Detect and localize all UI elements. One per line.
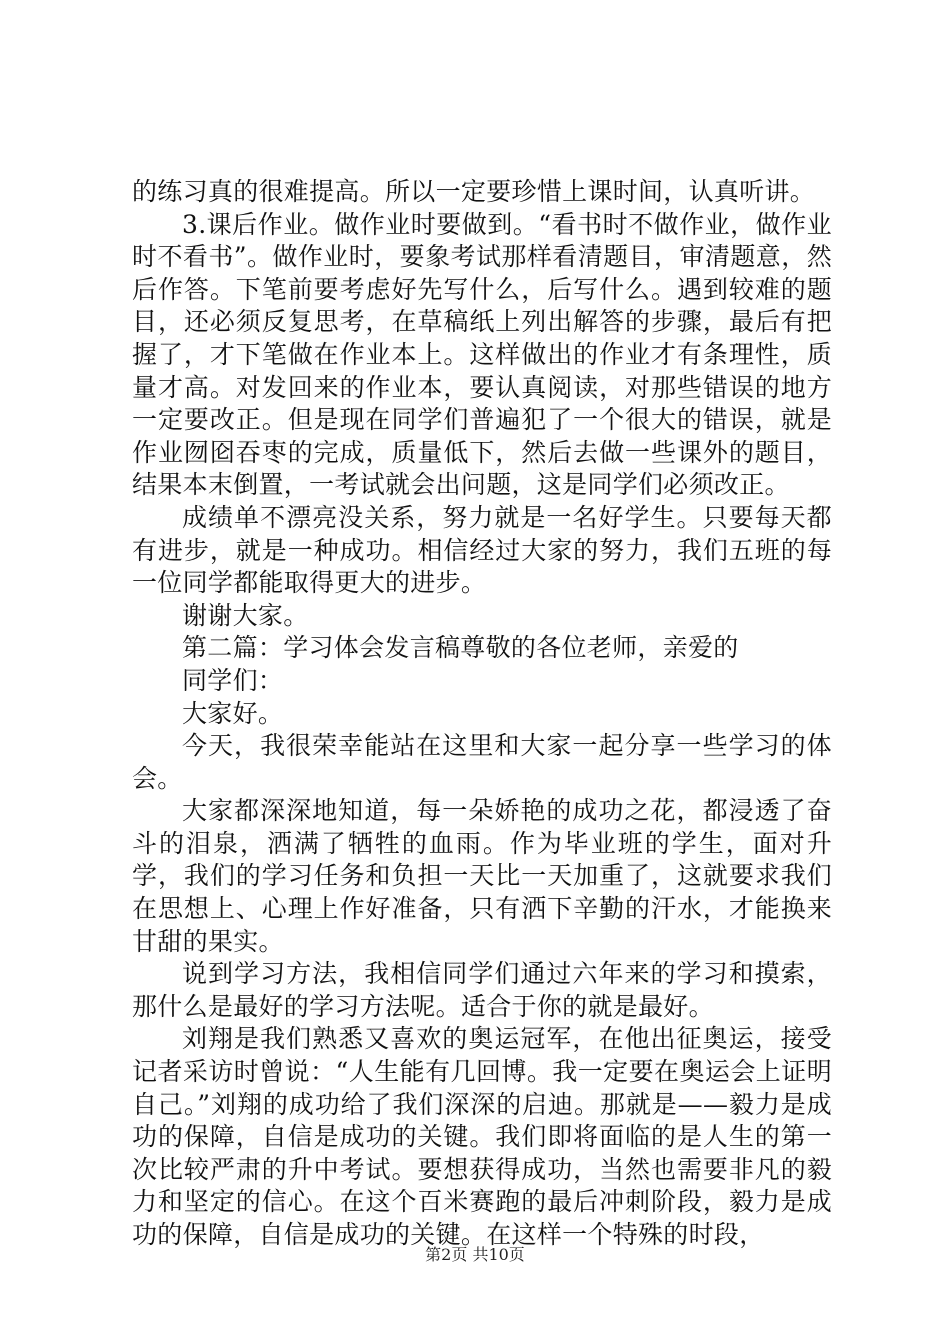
paragraph-4: 谢谢大家。 [182,600,309,630]
paragraph-8: 今天，我很荣幸能站在这里和大家一起分享一些学习的体会。 [132,731,832,793]
paragraph-9: 大家都深深地知道，每一朵娇艳的成功之花，都浸透了奋斗的泪泉，洒满了牺牲的血雨。作为毕业班的学生，面对升学，我们的学习任务和负担一天比一天加重了，这就要求我们在思想上、心理上作好准备，只有洒下辛勤的汗水，才能换来甘甜的果实。 [132,796,832,956]
paragraph-10: 说到学习方法，我相信同学们通过六年来的学习和摸索，那什么是最好的学习方法呢。适合于你的就是最好。 [132,959,832,1021]
paragraph-5: 第二篇：学习体会发言稿尊敬的各位老师，亲爱的 [182,633,739,663]
paragraph-11: 刘翔是我们熟悉又喜欢的奥运冠军，在他出征奥运，接受记者采访时曾说：“人生能有几回博。我一定要在奥运会上证明自己。”刘翔的成功给了我们深深的启迪。那就是——毅力是成功的保障，自信是成功的关键。我们即将面临的是人生的第一次比较严肃的升中考试。要想获得成功，当然也需要非凡的毅力和坚定的信心。在这个百米赛跑的最后冲刺阶段，毅力是成功的保障，自信是成功的关键。在这样一个特殊的时段， [132,1024,832,1249]
body-text [132,176,832,1252]
page-footer: 第2页 共10页 [425,1245,525,1264]
paragraph-2: 3.课后作业。做作业时要做到。“看书时不做作业，做作业时不看书”。做作业时，要象考试那样看清题目，审清题意，然后作答。下笔前要考虑好先写什么，后写什么。遇到较难的题目，还必须反复思考，在草稿纸上列出解答的步骤，最后有把握了，才下笔做在作业本上。这样做出的作业才有条理性，质量才高。对发回来的作业本，要认真阅读，对那些错误的地方一定要改正。但是现在同学们普遍犯了一个很大的错误，就是作业囫囵吞枣的完成，质量低下，然后去做一些课外的题目，结果本末倒置，一考试就会出问题，这是同学们必须改正。 [132,209,832,500]
paragraph-3: 成绩单不漂亮没关系，努力就是一名好学生。只要每天都有进步，就是一种成功。相信经过大家的努力，我们五班的每一位同学都能取得更大的进步。 [132,502,832,598]
paragraph-1: 的练习真的很难提高。所以一定要珍惜上课时间，认真听讲。 [132,177,816,206]
paragraph-7: 大家好。 [182,698,284,728]
paragraph-6: 同学们： [182,665,284,695]
